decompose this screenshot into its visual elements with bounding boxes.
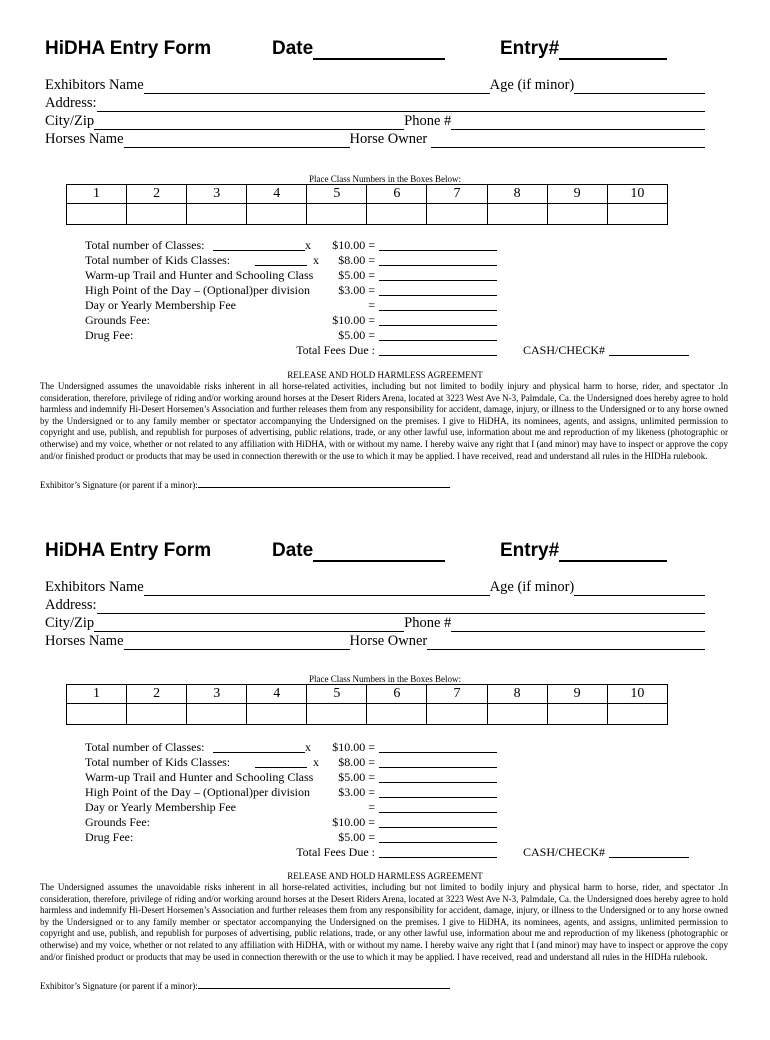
address-field[interactable] <box>97 599 705 614</box>
fee-rate: $3.00 = <box>338 785 375 799</box>
entry-label: Entry# <box>500 540 667 562</box>
class-entry-box[interactable] <box>367 704 427 725</box>
fee-total-field[interactable] <box>379 830 497 843</box>
warmup-label: Warm-up Trail and Hunter and Schooling Class <box>85 770 314 784</box>
fee-rate: $5.00 = <box>338 268 375 282</box>
class-number-header: 1 <box>67 185 127 204</box>
class-number-header: 5 <box>307 185 367 204</box>
warmup-label: Warm-up Trail and Hunter and Schooling Class <box>85 268 314 282</box>
class-entry-box[interactable] <box>547 704 607 725</box>
class-entry-box[interactable] <box>307 704 367 725</box>
fees-section <box>85 740 705 860</box>
date-label: Date <box>272 38 445 60</box>
class-number-header: 8 <box>487 685 547 704</box>
fee-rate: $10.00 = <box>332 815 375 829</box>
form-title: HiDHA Entry Form <box>45 38 212 59</box>
signature-row <box>40 479 450 490</box>
horses-name-label: Horses Name <box>45 131 124 147</box>
total-classes-count-field[interactable] <box>213 740 305 753</box>
class-entry-box[interactable] <box>67 204 127 225</box>
multiply-sign: x <box>305 238 311 252</box>
class-number-header: 6 <box>367 685 427 704</box>
class-entry-box[interactable] <box>487 204 547 225</box>
fee-total-field[interactable] <box>379 238 497 251</box>
date-label: Date <box>272 540 445 562</box>
fee-rate: $5.00 = <box>338 328 375 342</box>
class-number-header: 3 <box>187 185 247 204</box>
fee-total-field[interactable] <box>379 298 497 311</box>
total-classes-count-field[interactable] <box>213 238 305 251</box>
class-entry-box[interactable] <box>427 704 487 725</box>
fee-total-field[interactable] <box>379 313 497 326</box>
fee-total-field[interactable] <box>379 253 497 266</box>
class-number-header: 4 <box>247 185 307 204</box>
horse-owner-field[interactable] <box>431 133 705 148</box>
date-field[interactable] <box>313 42 445 60</box>
fee-total-field[interactable] <box>379 800 497 813</box>
phone-label: Phone # <box>404 113 452 129</box>
signature-field[interactable] <box>198 479 450 488</box>
exhibitors-name-label: Exhibitors Name <box>45 579 144 595</box>
age-field[interactable] <box>574 79 705 94</box>
city-zip-field[interactable] <box>94 115 404 130</box>
class-number-header: 7 <box>427 185 487 204</box>
high-point-label: High Point of the Day – (Optional)per division <box>85 283 310 297</box>
date-field[interactable] <box>313 544 445 562</box>
class-entry-box[interactable] <box>607 704 667 725</box>
address-field[interactable] <box>97 97 705 112</box>
address-label: Address: <box>45 597 97 613</box>
class-entry-box[interactable] <box>487 704 547 725</box>
class-entry-box[interactable] <box>127 204 187 225</box>
class-entry-box[interactable] <box>187 704 247 725</box>
class-number-header: 2 <box>127 685 187 704</box>
total-fees-label: Total Fees Due : <box>296 845 375 859</box>
fee-total-field[interactable] <box>379 785 497 798</box>
address-label: Address: <box>45 95 97 111</box>
total-classes-label: Total number of Classes: <box>85 740 205 754</box>
class-entry-box[interactable] <box>187 204 247 225</box>
total-fees-field[interactable] <box>379 845 497 858</box>
age-label: Age (if minor) <box>489 579 575 595</box>
fee-total-field[interactable] <box>379 755 497 768</box>
cash-check-field[interactable] <box>609 845 689 858</box>
entry-label: Entry# <box>500 38 667 60</box>
release-title: RELEASE AND HOLD HARMLESS AGREEMENT <box>287 370 483 380</box>
class-numbers-table <box>66 684 668 725</box>
signature-field[interactable] <box>198 980 450 989</box>
class-entry-box[interactable] <box>247 704 307 725</box>
form-title: HiDHA Entry Form <box>45 540 212 561</box>
cash-check-field[interactable] <box>609 343 689 356</box>
entry-form-1 <box>0 38 770 538</box>
class-number-header: 8 <box>487 185 547 204</box>
fee-total-field[interactable] <box>379 815 497 828</box>
fee-rate: = <box>368 298 375 312</box>
class-entry-box[interactable] <box>607 204 667 225</box>
multiply-sign: x <box>313 253 319 267</box>
fee-rate: $10.00 = <box>332 740 375 754</box>
class-number-header: 3 <box>187 685 247 704</box>
class-number-header: 1 <box>67 685 127 704</box>
kids-classes-label: Total number of Kids Classes: <box>85 253 231 267</box>
exhibitor-fields <box>45 76 705 148</box>
class-number-header: 5 <box>307 685 367 704</box>
class-number-header: 2 <box>127 185 187 204</box>
cash-check-label: CASH/CHECK# <box>523 343 606 357</box>
fee-rate: $5.00 = <box>338 770 375 784</box>
drug-label: Drug Fee: <box>85 328 134 342</box>
fee-rate: $3.00 = <box>338 283 375 297</box>
class-entry-box[interactable] <box>67 704 127 725</box>
class-number-header: 9 <box>547 685 607 704</box>
fee-rate: $8.00 = <box>338 755 375 769</box>
class-entry-box[interactable] <box>367 204 427 225</box>
city-zip-label: City/Zip <box>45 615 95 631</box>
class-entry-box[interactable] <box>427 204 487 225</box>
class-number-header: 7 <box>427 685 487 704</box>
entry-form-2 <box>0 540 770 1040</box>
agreement-text: The Undersigned assumes the unavoidable risks inherent in all horse-related activities, including but not limited to bodily injury and physical harm to horse, rider, and spectator .In consideration, therefore, privilege of riding and/or working around horses at the Desert Riders Arena, located at 3223 West Ave N-3, Palmdale, Ca. the Undersigned does hereby agree to hold harmless and indemnify Hi-Desert Horsemen’s Association and further releases them from any responsibility for accident, damage, injury, or illness to the Undersigned or to any horse owned by the Undersigned or to any family member or spectator accompanying the Undersigned on the premises. I give to HiDHA, its nominees, agents, and assigns, unlimited permission to copyright and use, publish, and republish for purposes of advertising, public relations, trade, or any other lawful use, information about me and reproduction of my likeness (photographic or otherwise) and my voice, whether or not related to any affiliation with HiDHA, with or without my name. I hereby waive any right that I (and minor) may have to inspect or approve the copy and/or finished product or products that may be used in connection therewith or the use to which it may be applied. I have received, read and understand all rules in the HIDHa rulebook. <box>40 882 728 962</box>
city-zip-label: City/Zip <box>45 113 95 129</box>
signature-label: Exhibitor’s Signature (or parent if a minor): <box>40 480 198 490</box>
age-label: Age (if minor) <box>489 77 575 93</box>
class-number-header: 9 <box>547 185 607 204</box>
place-class-label: Place Class Numbers in the Boxes Below: <box>309 674 461 684</box>
fee-total-field[interactable] <box>379 268 497 281</box>
fee-rate: $8.00 = <box>338 253 375 267</box>
city-zip-field[interactable] <box>94 617 404 632</box>
release-title: RELEASE AND HOLD HARMLESS AGREEMENT <box>287 871 483 881</box>
fee-total-field[interactable] <box>379 740 497 753</box>
class-number-header: 4 <box>247 685 307 704</box>
horses-name-field[interactable] <box>124 635 350 650</box>
exhibitors-name-field[interactable] <box>144 581 490 596</box>
multiply-sign: x <box>305 740 311 754</box>
kids-classes-count-field[interactable] <box>255 755 307 768</box>
fee-total-field[interactable] <box>379 328 497 341</box>
grounds-label: Grounds Fee: <box>85 815 150 829</box>
exhibitors-name-label: Exhibitors Name <box>45 77 144 93</box>
form-header <box>0 540 770 572</box>
class-number-header: 10 <box>607 685 667 704</box>
grounds-label: Grounds Fee: <box>85 313 150 327</box>
signature-row <box>40 980 450 991</box>
place-class-label: Place Class Numbers in the Boxes Below: <box>309 174 461 184</box>
phone-field[interactable] <box>451 617 705 632</box>
class-entry-box[interactable] <box>247 204 307 225</box>
class-entry-box[interactable] <box>547 204 607 225</box>
drug-label: Drug Fee: <box>85 830 134 844</box>
class-number-header: 10 <box>607 185 667 204</box>
multiply-sign: x <box>313 755 319 769</box>
total-fees-label: Total Fees Due : <box>296 343 375 357</box>
kids-classes-label: Total number of Kids Classes: <box>85 755 231 769</box>
age-field[interactable] <box>574 581 705 596</box>
fee-rate: $5.00 = <box>338 830 375 844</box>
cash-check-label: CASH/CHECK# <box>523 845 606 859</box>
horses-name-field[interactable] <box>124 133 350 148</box>
class-entry-box[interactable] <box>307 204 367 225</box>
exhibitor-fields <box>45 578 705 650</box>
agreement-text: The Undersigned assumes the unavoidable risks inherent in all horse-related activities, including but not limited to bodily injury and physical harm to horse, rider, and spectator .In consideration, therefore, privilege of riding and/or working around horses at the Desert Riders Arena, located at 3223 West Ave N-3, Palmdale, Ca. the Undersigned does hereby agree to hold harmless and indemnify Hi-Desert Horsemen’s Association and further releases them from any responsibility for accident, damage, injury, or illness to the Undersigned or to any horse owned by the Undersigned or to any family member or spectator accompanying the Undersigned on the premises. I give to HiDHA, its nominees, agents, and assigns, unlimited permission to copyright and use, publish, and republish for purposes of advertising, public relations, trade, or any other lawful use, information about me and reproduction of my likeness (photographic or otherwise) and my voice, whether or not related to any affiliation with HiDHA, with or without my name. I hereby waive any right that I (and minor) may have to inspect or approve the copy and/or finished product or products that may be used in connection therewith or the use to which it may be applied. I have received, read and understand all rules in the HIDHa rulebook. <box>40 381 728 461</box>
class-number-header: 6 <box>367 185 427 204</box>
class-entry-box[interactable] <box>127 704 187 725</box>
high-point-label: High Point of the Day – (Optional)per division <box>85 785 310 799</box>
horse-owner-label: Horse Owner <box>349 633 428 649</box>
fee-rate: $10.00 = <box>332 238 375 252</box>
horse-owner-field[interactable] <box>427 635 705 650</box>
fee-total-field[interactable] <box>379 283 497 296</box>
exhibitors-name-field[interactable] <box>144 79 490 94</box>
kids-classes-count-field[interactable] <box>255 253 307 266</box>
signature-label: Exhibitor’s Signature (or parent if a minor): <box>40 981 198 991</box>
phone-field[interactable] <box>451 115 705 130</box>
fee-rate: = <box>368 800 375 814</box>
fee-total-field[interactable] <box>379 770 497 783</box>
form-header <box>0 38 770 70</box>
total-classes-label: Total number of Classes: <box>85 238 205 252</box>
horse-owner-label: Horse Owner <box>349 131 428 147</box>
phone-label: Phone # <box>404 615 452 631</box>
horses-name-label: Horses Name <box>45 633 124 649</box>
entry-number-field[interactable] <box>559 42 667 60</box>
fees-section <box>85 238 705 358</box>
total-fees-field[interactable] <box>379 343 497 356</box>
entry-number-field[interactable] <box>559 544 667 562</box>
membership-label: Day or Yearly Membership Fee <box>85 800 236 814</box>
fee-rate: $10.00 = <box>332 313 375 327</box>
class-numbers-table <box>66 184 668 225</box>
membership-label: Day or Yearly Membership Fee <box>85 298 236 312</box>
